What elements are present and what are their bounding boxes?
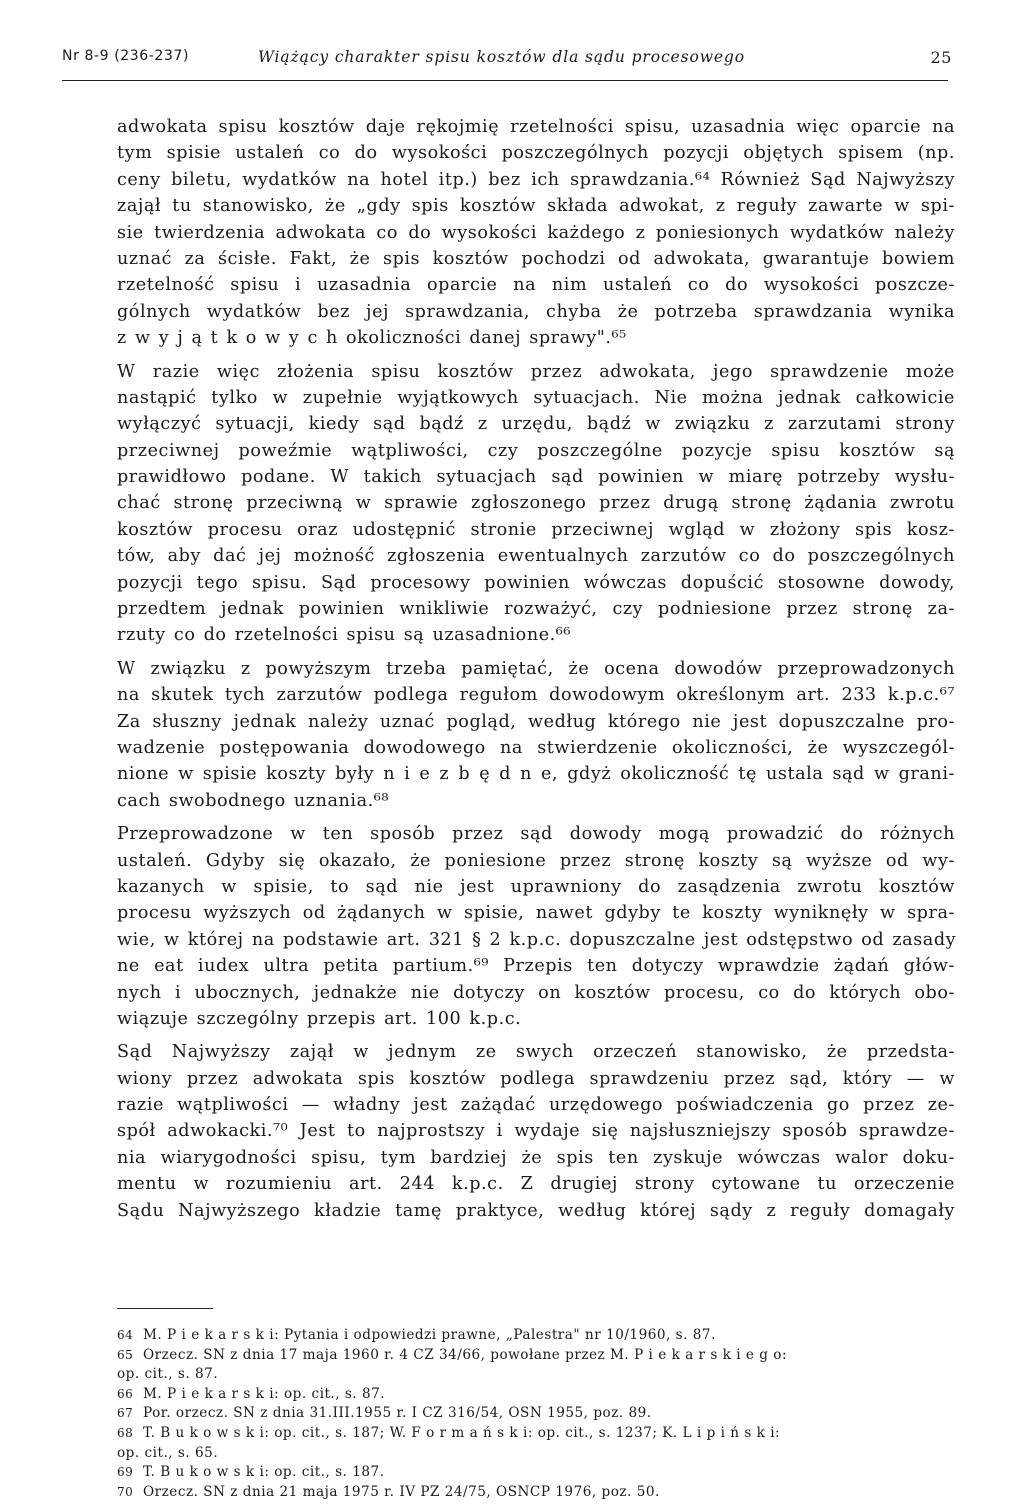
text-line: wiązuje szczególny przepis art. 100 k.p.c.	[117, 1008, 522, 1029]
text-line: pozycji tego spisu. Sąd procesowy powinien wówczas dopuścić stosowne dowody,	[117, 572, 955, 593]
text-line: prawidłowo podane. W takich sytuacjach sąd powinien w miarę potrzeby wysłu-	[117, 467, 955, 488]
body-text	[117, 114, 955, 1231]
footnote-number: 65	[117, 1347, 134, 1362]
footnotes	[117, 1326, 955, 1502]
paragraph	[117, 821, 955, 1032]
paragraph	[117, 656, 955, 814]
paragraph	[117, 359, 955, 649]
footnote-text: M. P i e k a r s k i: Pytania i odpowiedzi prawne, „Palestra" nr 10/1960, s. 87.	[143, 1327, 716, 1343]
footnote-69	[117, 1463, 955, 1483]
text-line: przedtem jednak powinien wnikliwie rozważyć, czy podniesione przez stronę za-	[117, 599, 955, 620]
footnote-text: Orzecz. SN z dnia 21 maja 1975 r. IV PZ 24/75, OSNCP 1976, poz. 50.	[143, 1483, 660, 1500]
text-line: Przeprowadzone w ten sposób przez sąd dowody mogą prowadzić do różnych	[117, 824, 955, 845]
text-line: ceny biletu, wydatków na hotel itp.) bez ich sprawdzania.⁶⁴ Również Sąd Najwyższy	[117, 169, 955, 190]
text-line: nastąpić tylko w zupełnie wyjątkowych sytuacjach. Nie można jednak całkowicie	[117, 387, 955, 408]
text-line: procesu wyższych od żądanych w spisie, nawet gdyby te koszty wyniknęły w spra-	[117, 903, 955, 924]
text-line: wyłączyć sytuacji, kiedy sąd bądź z urzędu, bądź w związku z zarzutami strony	[117, 414, 955, 435]
text-line: wadzenie postępowania dowodowego na stwierdzenie okoliczności, że wyszczegól-	[117, 737, 955, 758]
text-line: kosztów procesu oraz udostępnić stronie przeciwnej wgląd w złożony spis kosz-	[117, 519, 955, 540]
footnote-66	[117, 1385, 955, 1405]
text-line: nych i ubocznych, jednakże nie dotyczy on kosztów procesu, co do których obo-	[117, 982, 955, 1003]
footnote-continuation: op. cit., s. 65.	[117, 1444, 219, 1461]
footnote-text: M. P i e k a r s k i: op. cit., s. 87.	[143, 1385, 386, 1402]
text-line: Sąd Najwyższy zajął w jednym ze swych orzeczeń stanowisko, że przedsta-	[117, 1042, 955, 1063]
text-line: nione w spisie koszty były n i e z b ę d n e, gdyż okoliczność tę ustala sąd w grani-	[117, 764, 955, 785]
footnote-number: 70	[117, 1484, 134, 1499]
footnote-64	[117, 1326, 955, 1346]
text-line: rzetelność spisu i uzasadnia oparcie na nim ustaleń co do wysokości poszcze-	[117, 275, 955, 296]
text-line: Za słuszny jednak należy uznać pogląd, według którego nie jest dopuszczalne pro-	[117, 711, 955, 732]
text-line: na skutek tych zarzutów podlega regułom dowodowym określonym art. 233 k.p.c.⁶⁷	[117, 685, 955, 706]
text-line: wie, w której na podstawie art. 321 § 2 k.p.c. dopuszczalne jest odstępstwo od zasady	[117, 929, 957, 950]
text-line: nia wiarygodności spisu, tym bardziej że spis ten zyskuje wówczas walor doku-	[117, 1147, 955, 1168]
header-rule	[62, 80, 948, 81]
footnote-70	[117, 1483, 955, 1503]
text-line: Sądu Najwyższego kładzie tamę praktyce, według której sądy z reguły domagały	[117, 1200, 955, 1221]
text-line: razie wątpliwości — władny jest zażądać urzędowego poświadczenia go przez ze-	[117, 1095, 955, 1116]
footnote-67	[117, 1404, 955, 1424]
footnote-number: 68	[117, 1425, 134, 1440]
footnote-continuation: op. cit., s. 87.	[117, 1366, 219, 1383]
text-line: rzuty co do rzetelności spisu są uzasadnione.⁶⁶	[117, 625, 572, 646]
running-head	[62, 48, 952, 76]
text-line: cach swobodnego uznania.⁶⁸	[117, 790, 389, 811]
footnote-text: T. B u k o w s k i: op. cit., s. 187.	[143, 1464, 385, 1481]
issue-number: Nr 8-9 (236-237)	[62, 48, 190, 64]
text-line: W związku z powyższym trzeba pamiętać, że ocena dowodów przeprowadzonych	[117, 658, 955, 679]
text-line: adwokata spisu kosztów daje rękojmię rzetelności spisu, uzasadnia więc oparcie na	[117, 117, 955, 137]
footnote-number: 64	[117, 1328, 134, 1342]
footnote-text: T. B u k o w s k i: op. cit., s. 187; W. F o r m a ń s k i: op. cit., s. 1237; K. L i p i ń s k i:	[143, 1424, 781, 1441]
footnote-65	[117, 1346, 955, 1366]
paragraph	[117, 1039, 955, 1224]
footnote-number: 66	[117, 1386, 134, 1401]
footnote-number: 67	[117, 1406, 134, 1421]
text-line: chać stronę przeciwną w sprawie zgłoszonego przez drugą stronę żądania zwrotu	[117, 493, 955, 514]
page-number: 25	[930, 48, 952, 67]
text-line: sie twierdzenia adwokata co do wysokości każdego z poniesionych wydatków należy	[117, 222, 955, 243]
footnote-rule	[117, 1308, 213, 1309]
text-line: ustaleń. Gdyby się okazało, że poniesione przez stronę koszty są wyższe od wy-	[117, 850, 955, 871]
footnote-number: 69	[117, 1465, 134, 1480]
text-line: wiony przez adwokata spis kosztów podlega sprawdzeniu przez sąd, który — w	[117, 1068, 955, 1089]
footnote-text: Orzecz. SN z dnia 17 maja 1960 r. 4 CZ 34/66, powołane przez M. P i e k a r s k i e g o:	[143, 1346, 788, 1363]
text-line: gólnych wydatków bez jej sprawdzania, chyba że potrzeba sprawdzania wynika	[117, 301, 955, 322]
text-line: tym spisie ustaleń co do wysokości poszczególnych pozycji objętych spisem (np.	[117, 143, 955, 164]
text-line: spół adwokacki.⁷⁰ Jest to najprostszy i wydaje się najsłuszniejszy sposób sprawdze-	[117, 1121, 955, 1142]
footnote-68	[117, 1424, 955, 1444]
text-line: ne eat iudex ultra petita partium.⁶⁹ Przepis ten dotyczy wprawdzie żądań głów-	[117, 956, 955, 977]
running-title: Wiążący charakter spisu kosztów dla sądu procesowego	[258, 48, 745, 66]
text-line: zajął tu stanowisko, że „gdy spis kosztów składa adwokat, z reguły zawarte w spi-	[117, 196, 955, 217]
text-line: W razie więc złożenia spisu kosztów przez adwokata, jego sprawdzenie może	[117, 361, 955, 382]
footnote-text: Por. orzecz. SN z dnia 31.III.1955 r. I CZ 316/54, OSN 1955, poz. 89.	[143, 1405, 652, 1422]
text-line: mentu w rozumieniu art. 244 k.p.c. Z drugiej strony cytowane tu orzeczenie	[117, 1174, 955, 1195]
paragraph	[117, 114, 955, 352]
text-line: kazanych w spisie, to sąd nie jest uprawniony do zasądzenia zwrotu kosztów	[117, 876, 955, 897]
text-line: tów, aby dać jej możność zgłoszenia ewentualnych zarzutów co do poszczególnych	[117, 546, 955, 567]
text-line: przeciwnej poweźmie wątpliwości, czy poszczególne pozycje spisu kosztów są	[117, 440, 955, 461]
text-line: uznać za ścisłe. Fakt, że spis kosztów pochodzi od adwokata, gwarantuje bowiem	[117, 248, 955, 269]
text-line: z w y j ą t k o w y c h okoliczności danej sprawy".⁶⁵	[117, 328, 627, 349]
